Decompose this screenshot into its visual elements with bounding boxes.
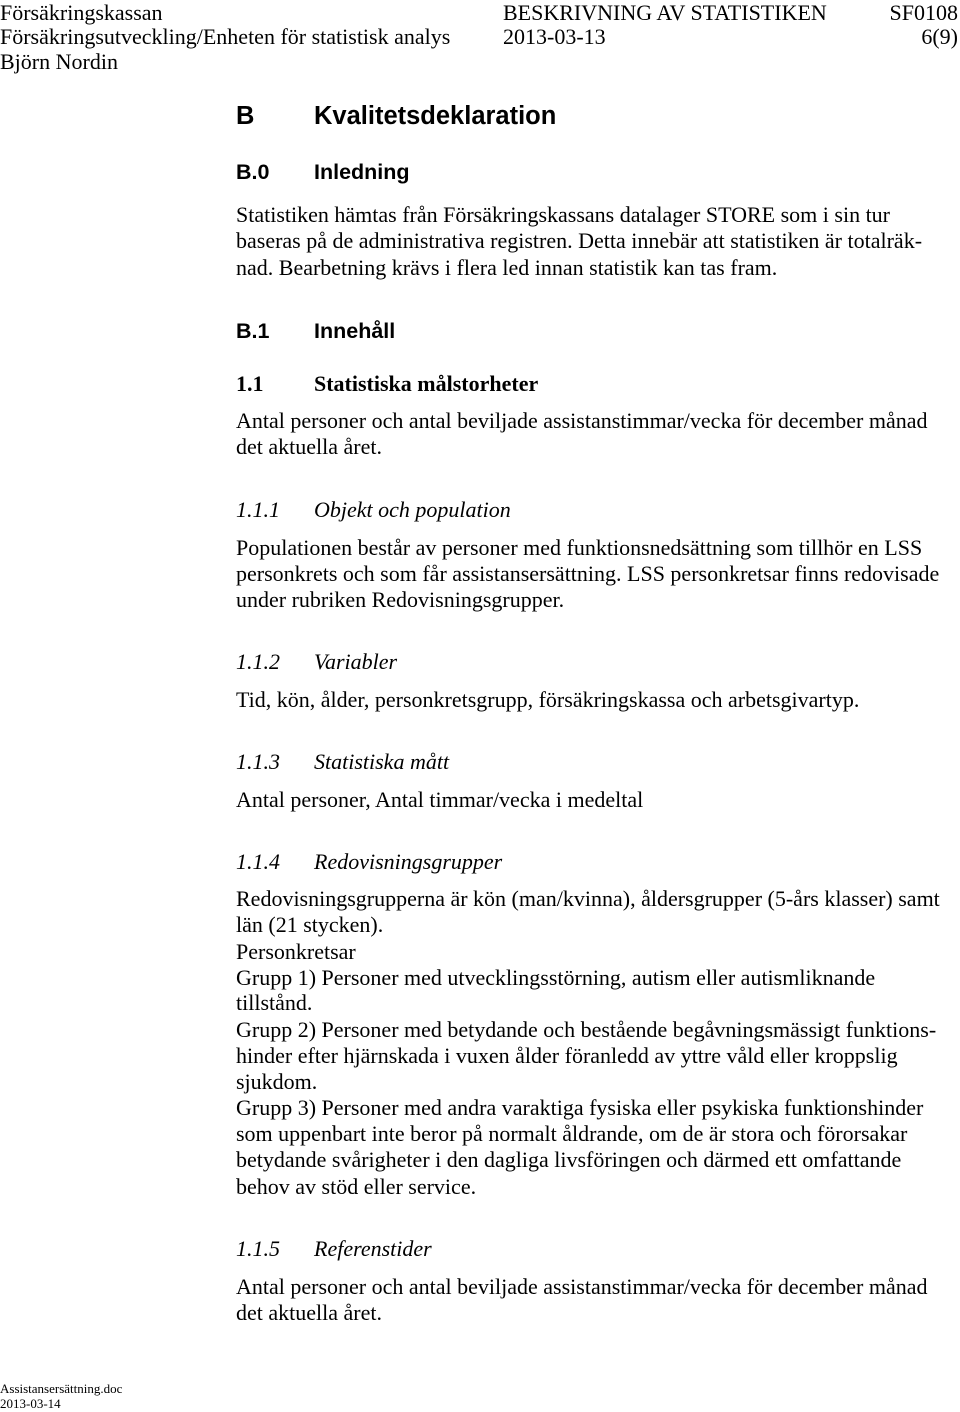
subsubsection-heading-measures [236,749,449,775]
paragraph-line: behov av stöd eller service. [236,1174,477,1199]
subsubsection-number: 1.1.5 [236,1236,280,1261]
subsection-heading-target-quantities [236,371,538,397]
header-document-type: BESKRIVNING AV STATISTIKEN [503,0,827,25]
chapter-heading [236,101,556,131]
paragraph-line: baseras på de administrativa registren. Detta innebär att statistiken är totalräk- [236,228,923,253]
footer-filename: Assistansersättning.doc [0,1381,123,1396]
subsubsection-number: 1.1.2 [236,649,280,674]
paragraph-line: det aktuella året. [236,1300,382,1325]
subsubsection-title: Variabler [314,649,398,674]
subsubsection-number: 1.1.3 [236,749,280,774]
subsection-number: 1.1 [236,371,264,396]
subsection-title: Statistiska målstorheter [314,371,539,396]
header-author: Björn Nordin [0,49,118,74]
paragraph-line: Grupp 2) Personer med betydande och bestående begåvningsmässigt funktions- [236,1017,937,1042]
paragraph-line: tillstånd. [236,990,313,1015]
paragraph-line: nad. Bearbetning krävs i flera led innan statistik kan tas fram. [236,255,778,280]
paragraph-line: Antal personer och antal beviljade assistanstimmar/vecka för december månad [236,408,928,433]
subsubsection-heading-reporting-groups [236,849,502,875]
chapter-title: Kvalitetsdeklaration [314,102,557,130]
header-organization: Försäkringskassan [0,0,163,25]
subsubsection-title: Referenstider [314,1236,432,1261]
subsubsection-heading-object-population [236,497,511,523]
subsubsection-title: Objekt och population [314,497,511,522]
paragraph-line: betydande svårigheter i den dagliga livsföringen och därmed ett omfattande [236,1147,902,1172]
section-title: Innehåll [314,319,396,343]
paragraph-line: Personkretsar [236,939,356,964]
paragraph-line: under rubriken Redovisningsgrupper. [236,587,565,612]
paragraph-line: Redovisningsgrupperna är kön (man/kvinna), åldersgrupper (5-års klasser) samt [236,886,940,911]
paragraph-line: Grupp 1) Personer med utvecklingsstörning, autism eller autismliknande [236,965,876,990]
paragraph-line: som uppenbart inte beror på normalt åldrande, om de är stora och förorsakar [236,1121,908,1146]
chapter-number: B [236,102,255,130]
section-title: Inledning [314,160,410,184]
paragraph-line: Populationen består av personer med funktionsnedsättning som tillhör en LSS [236,535,923,560]
subsubsection-number: 1.1.1 [236,497,280,522]
header-page-number: 6(9) [921,24,958,49]
subsubsection-heading-reference-times [236,1236,432,1262]
paragraph-line: Grupp 3) Personer med andra varaktiga fysiska eller psykiska funktionshinder [236,1095,924,1120]
header-date: 2013-03-13 [503,24,606,49]
section-heading-content [236,318,395,344]
paragraph-line: Antal personer och antal beviljade assistanstimmar/vecka för december månad [236,1274,928,1299]
paragraph-line: Tid, kön, ålder, personkretsgrupp, försäkringskassa och arbetsgivartyp. [236,687,860,712]
footer-date: 2013-03-14 [0,1396,61,1411]
header-document-code: SF0108 [889,0,958,25]
subsubsection-title: Statistiska mått [314,749,450,774]
paragraph-line: Statistiken hämtas från Försäkringskassans datalager STORE som i sin tur [236,202,891,227]
section-heading-intro [236,159,410,185]
section-number: B.1 [236,319,270,343]
section-number: B.0 [236,160,270,184]
paragraph-line: det aktuella året. [236,434,382,459]
header-unit: Försäkringsutveckling/Enheten för statistisk analys [0,24,451,49]
paragraph-line: sjukdom. [236,1069,318,1094]
paragraph-line: personkrets och som får assistansersättning. LSS personkretsar finns redovisade [236,561,940,586]
subsubsection-title: Redovisningsgrupper [314,849,503,874]
paragraph-line: hinder efter hjärnskada i vuxen ålder föranledd av yttre våld eller kroppslig [236,1043,898,1068]
paragraph-line: län (21 stycken). [236,912,384,937]
paragraph-line: Antal personer, Antal timmar/vecka i medeltal [236,787,644,812]
subsubsection-heading-variables [236,649,397,675]
subsubsection-number: 1.1.4 [236,849,280,874]
